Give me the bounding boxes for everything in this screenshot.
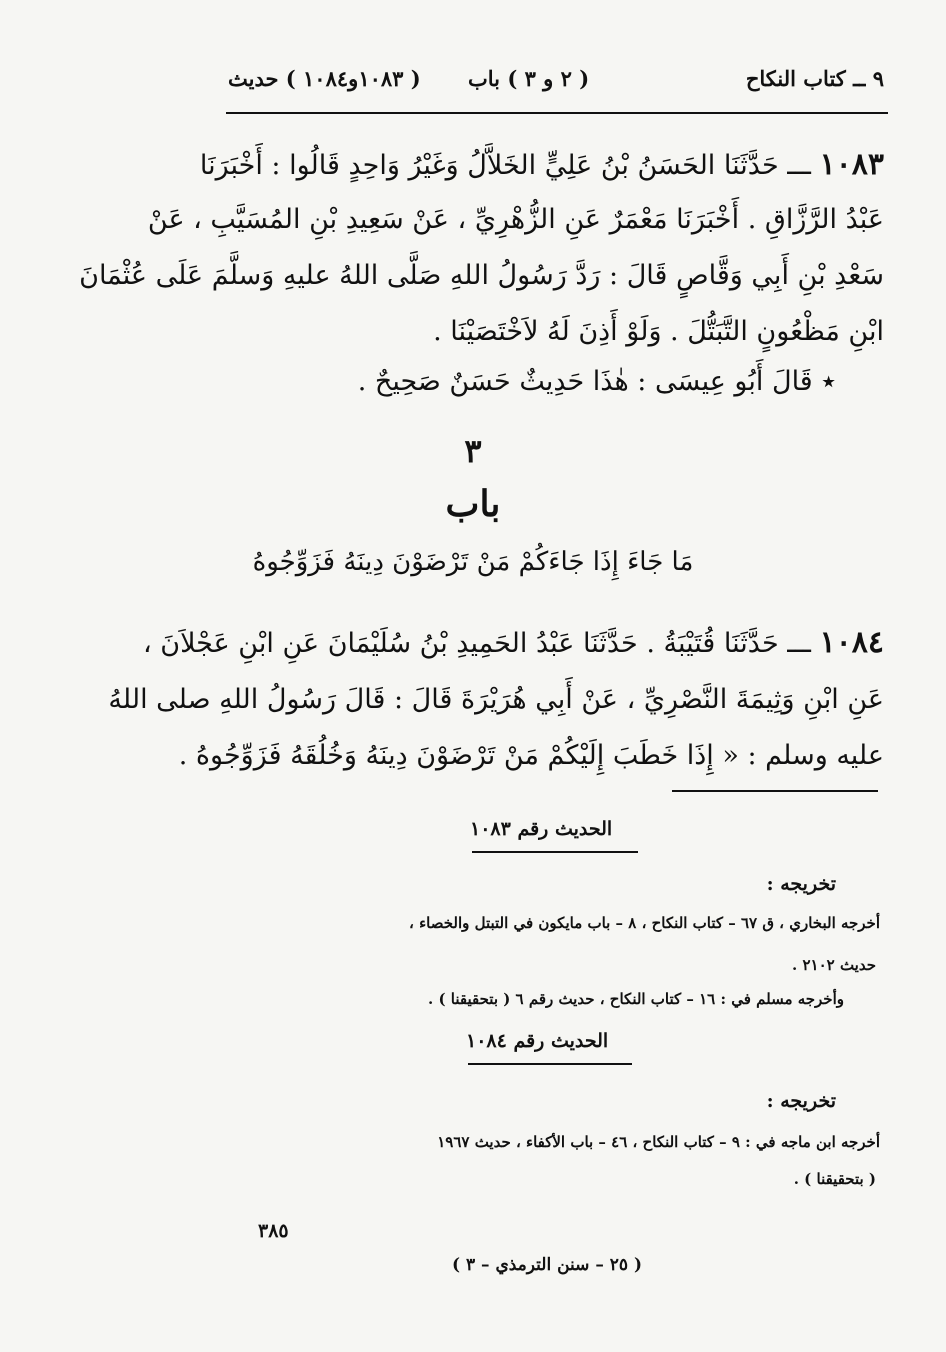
header-hadith-range: ( ١٠٨٣و١٠٨٤ ) حديث xyxy=(228,66,421,91)
hadith-1084-line-2: عَنِ ابْنِ وَثِيمَةَ النَّصْرِيِّ ، عَنْ أَبِي هُرَيْرَةَ قَالَ : قَالَ رَسُولُ اللهِ صلى اللهُ xyxy=(108,684,884,715)
note-1084-line-2: ( بتحقيقنا ) . xyxy=(793,1170,876,1188)
hadith-1083-line-1 xyxy=(199,147,884,182)
hadith-1084-line-3: عليه وسلم : « إِذَا خَطَبَ إِلَيْكُمْ مَنْ تَرْضَوْنَ دِينَهُ وَخُلُقَهُ فَزَوِّجُوهُ . xyxy=(178,740,884,771)
header-rule xyxy=(226,112,888,114)
hadith-1084-line-1 xyxy=(142,625,884,660)
note-heading-1083: الحديث رقم ١٠٨٣ xyxy=(470,818,613,840)
hadith-text: ـــ حَدَّثَنَا قُتَيْبَةُ . حَدَّثَنَا عَبْدُ الحَمِيدِ بْنُ سُلَيْمَانَ عَنِ ابْنِ عَجْلاَنَ ، xyxy=(142,628,811,659)
note-1084-line-1: أخرجه ابن ماجه في : ٩ – كتاب النكاح ، ٤٦ – باب الأكفاء ، حديث ١٩٦٧ xyxy=(437,1133,880,1151)
note-1083-line-1: أخرجه البخاري ، ق ٦٧ – كتاب النكاح ، ٨ – باب مايكون في التبتل والخصاء ، xyxy=(409,914,880,932)
note-heading-1084: الحديث رقم ١٠٨٤ xyxy=(466,1030,609,1052)
header-sections: ( ٢ و ٣ ) باب xyxy=(468,66,590,91)
hadith-1083-line-4: ابْنِ مَظْعُونٍ التَّبَتُّلَ . وَلَوْ أَذِنَ لَهُ لاَخْتَصَيْنَا . xyxy=(433,316,884,347)
header-chapter: ٩ ــ كتاب النكاح xyxy=(745,66,884,91)
hadith-number: ١٠٨٤ xyxy=(819,625,884,660)
hadith-text: ـــ حَدَّثَنَا الحَسَنُ بْنُ عَلِيٍّ الخَلاَّلُ وَغَيْرُ وَاحِدٍ قَالُوا : أَخْبَرَنَا xyxy=(199,150,811,181)
footnote-separator xyxy=(672,790,878,792)
chapter-word: باب xyxy=(445,483,501,525)
note-1083-line-2: حديث ٢١٠٢ . xyxy=(792,956,876,974)
note-1083-line-3: وأخرجه مسلم في : ١٦ – كتاب النكاح ، حديث رقم ٦ ( بتحقيقنا ) . xyxy=(428,990,844,1008)
hadith-1083-line-2: عَبْدُ الرَّزَّاقِ . أَخْبَرَنَا مَعْمَرٌ عَنِ الزُّهْرِيِّ ، عَنْ سَعِيدِ بْنِ المُسَيَّبِ ، عَنْ xyxy=(147,204,884,235)
hadith-1083-line-3: سَعْدِ بْنِ أَبِي وَقَّاصٍ قَالَ : رَدَّ رَسُولُ اللهِ صَلَّى اللهُ عليهِ وَسلَّمَ عَلَى عُثْمَانَ xyxy=(79,260,884,291)
note-label-1083: تخريجه : xyxy=(766,873,836,895)
page-number: ٣٨٥ xyxy=(258,1220,289,1242)
note-heading-underline xyxy=(468,1063,632,1065)
note-heading-underline xyxy=(472,851,638,853)
hadith-1083-comment: ٭ قَالَ أَبُو عِيسَى : هٰذَا حَدِيثٌ حَسَنٌ صَحِيحٌ . xyxy=(357,366,836,397)
note-label-1084: تخريجه : xyxy=(766,1090,836,1112)
signature-line: ( ٢٥ – سنن الترمذي – ٣ ) xyxy=(452,1255,642,1275)
hadith-number: ١٠٨٣ xyxy=(819,147,884,182)
chapter-number: ٣ xyxy=(464,432,482,470)
chapter-title: مَا جَاءَ إِذَا جَاءَكُمْ مَنْ تَرْضَوْنَ دِينَهُ فَزَوِّجُوهُ xyxy=(252,547,694,577)
